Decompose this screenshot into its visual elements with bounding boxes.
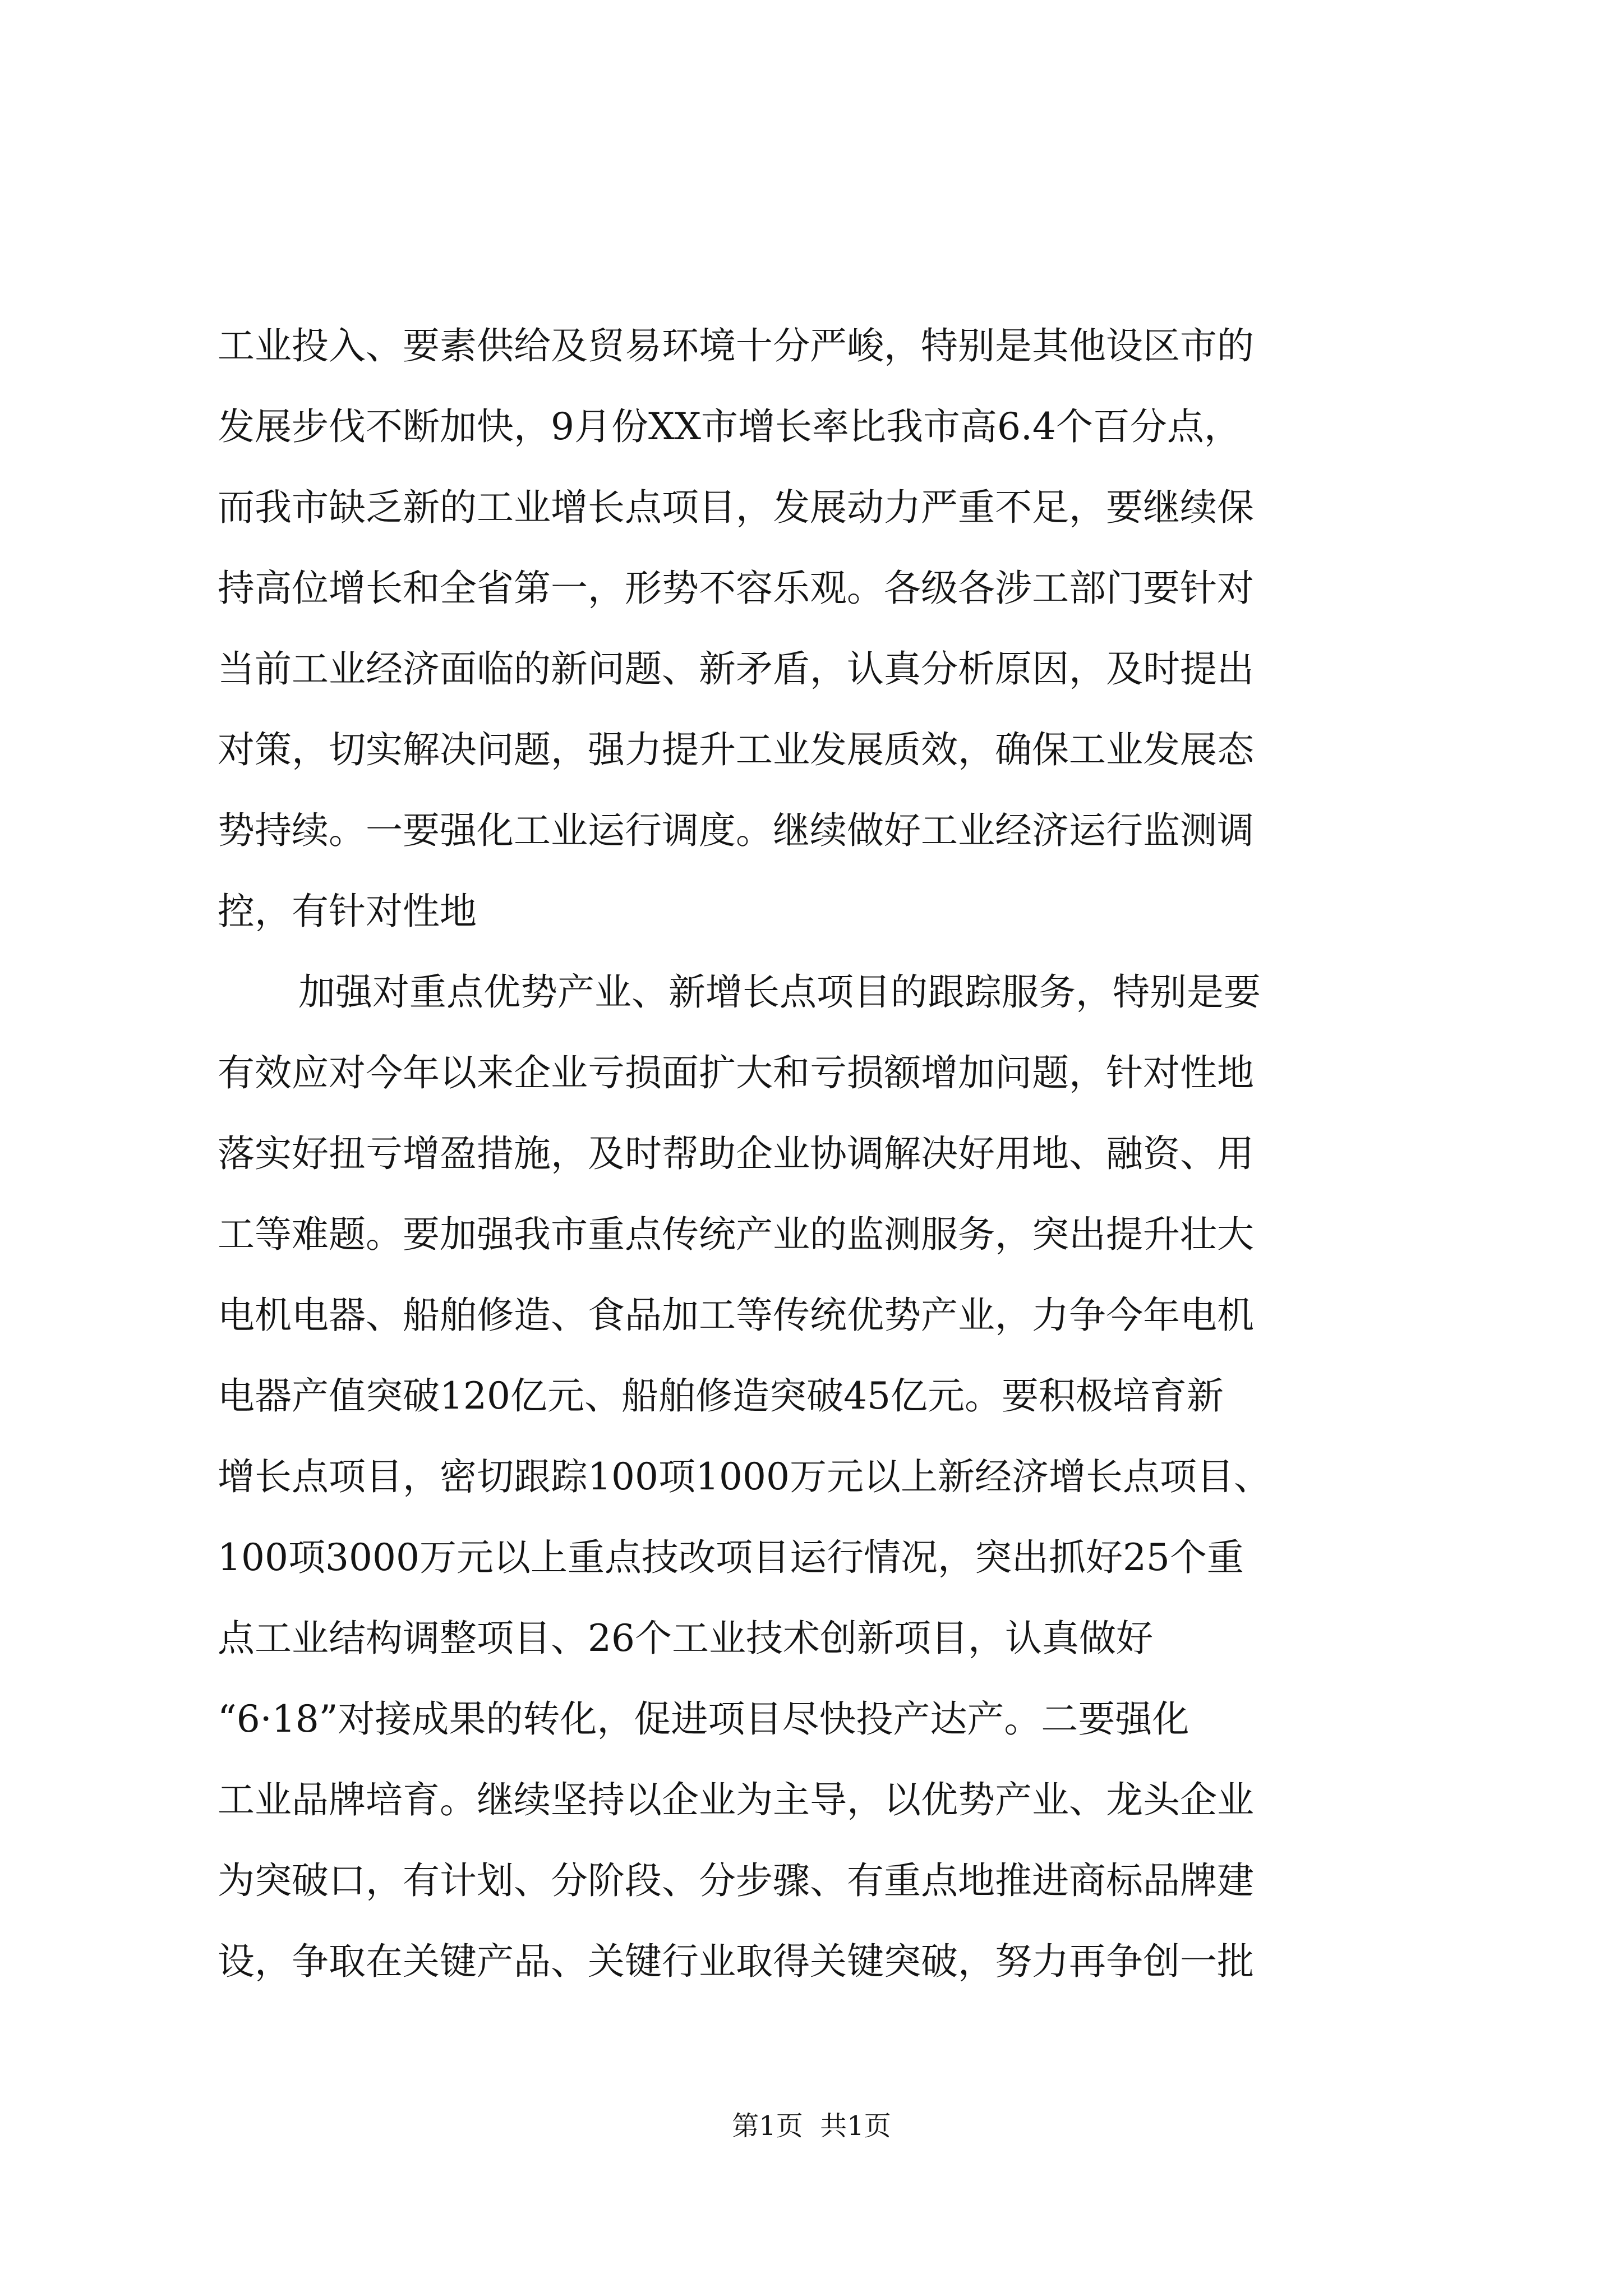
paragraph-first-line: 加强对重点优势产业、新增长点项目的跟踪服务，特别是要 — [298, 970, 1261, 1014]
text-line: 电机电器、船舶修造、食品加工等传统优势产业，力争今年电机 — [218, 1294, 1254, 1337]
text-line: 设，争取在关键产品、关键行业取得关键突破，努力再争创一批 — [218, 1940, 1254, 1983]
text-line: 势持续。一要强化工业运行调度。继续做好工业经济运行监测调 — [218, 809, 1254, 852]
text-line: 而我市缺乏新的工业增长点项目，发展动力严重不足，要继续保 — [218, 486, 1254, 529]
text-line: 工业品牌培育。继续坚持以企业为主导，以优势产业、龙头企业 — [218, 1778, 1254, 1821]
text-line: 当前工业经济面临的新问题、新矛盾，认真分析原因，及时提出 — [218, 647, 1254, 691]
text-line: 电器产值突破120亿元、船舶修造突破45亿元。要积极培育新 — [218, 1374, 1224, 1418]
text-line: 100项3000万元以上重点技改项目运行情况，突出抓好25个重 — [218, 1536, 1244, 1579]
text-line: 发展步伐不断加快，9月份XX市增长率比我市高6.4个百分点， — [218, 405, 1241, 448]
text-line: 落实好扭亏增盈措施，及时帮助企业协调解决好用地、融资、用 — [218, 1132, 1254, 1175]
body-text — [218, 306, 1423, 2002]
text-line: 增长点项目，密切跟踪100项1000万元以上新经济增长点项目、 — [218, 1455, 1271, 1498]
text-line: 为突破口，有计划、分阶段、分步骤、有重点地推进商标品牌建 — [218, 1859, 1254, 1902]
text-line: 有效应对今年以来企业亏损面扩大和亏损额增加问题，针对性地 — [218, 1051, 1254, 1094]
text-line: 工业投入、要素供给及贸易环境十分严峻，特别是其他设区市的 — [218, 324, 1254, 367]
text-line: “6·18”对接成果的转化，促进项目尽快投产达产。二要强化 — [218, 1697, 1189, 1741]
text-line: 工等难题。要加强我市重点传统产业的监测服务，突出提升壮大 — [218, 1213, 1254, 1256]
text-line: 点工业结构调整项目、26个工业技术创新项目，认真做好 — [218, 1617, 1153, 1660]
page-footer: 第1页 共1页 — [732, 2110, 891, 2142]
text-line: 控，有针对性地 — [218, 890, 477, 933]
text-line: 持高位增长和全省第一，形势不容乐观。各级各涉工部门要针对 — [218, 567, 1254, 610]
text-line: 对策，切实解决问题，强力提升工业发展质效，确保工业发展态 — [218, 728, 1254, 771]
